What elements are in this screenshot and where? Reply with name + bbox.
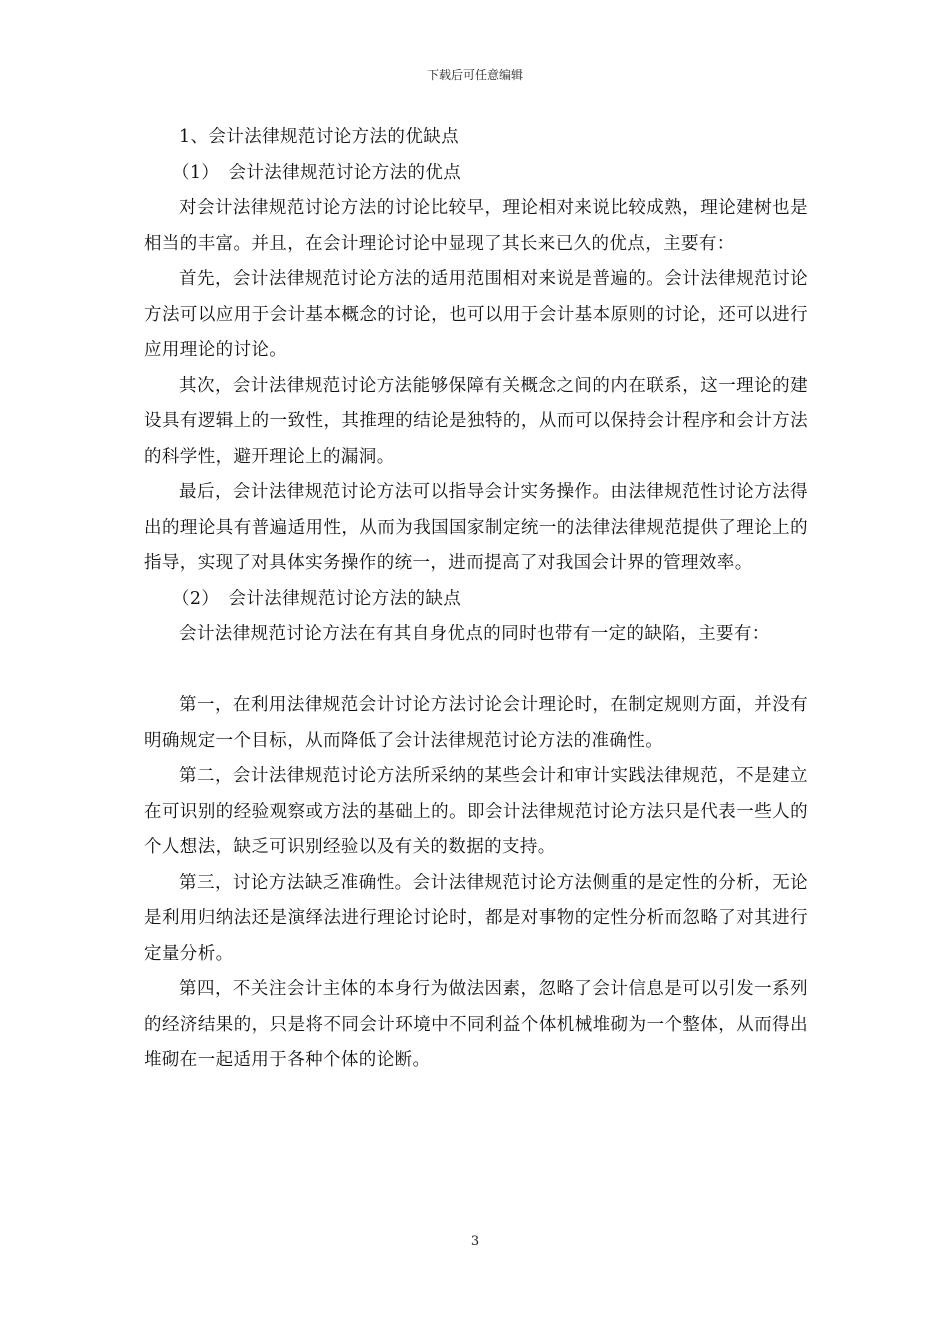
paragraph: 第三，讨论方法缺乏准确性。会计法律规范讨论方法侧重的是定性的分析，无论是利用归纳法还是演绎法进行理论讨论时，都是对事物的定性分析而忽略了对其进行定量分析。 — [144, 872, 808, 964]
subsection-title-disadvantages: （2） 会计法律规范讨论方法的缺点 — [172, 588, 462, 609]
section-title: 1、会计法律规范讨论方法的优缺点 — [179, 127, 460, 147]
paragraph: 第四，不关注会计主体的本身行为做法因素，忽略了会计信息是可以引发一系列的经济结果的，只是将不同会计环境中不同利益个体机械堆砌为一个整体，从而得出堆砌在一起适用于各种个体的论断。 — [144, 979, 808, 1070]
paragraph: 第一，在利用法律规范会计讨论方法讨论会计理论时，在制定规则方面，并没有明确规定一个目标，从而降低了会计法律规范讨论方法的准确性。 — [144, 695, 808, 751]
page-header: 下载后可任意编辑 — [426, 68, 523, 82]
paragraph: 首先，会计法律规范讨论方法的适用范围相对来说是普遍的。会计法律规范讨论方法可以应用于会计基本概念的讨论，也可以用于会计基本原则的讨论，还可以进行应用理论的讨论。 — [144, 269, 808, 360]
paragraph: 会计法律规范讨论方法在有其自身优点的同时也带有一定的缺陷，主要有： — [179, 624, 770, 644]
paragraph: 第二，会计法律规范讨论方法所采纳的某些会计和审计实践法律规范，不是建立在可识别的经验观察或方法的基础上的。即会计法律规范讨论方法只是代表一些人的个人想法，缺乏可识别经验以及有关的数据的支持。 — [144, 766, 808, 857]
blank-line — [144, 653, 808, 689]
document-body — [144, 120, 808, 1079]
paragraph: 对会计法律规范讨论方法的讨论比较早，理论相对来说比较成熟，理论建树也是相当的丰富。并且，在会计理论讨论中显现了其长来已久的优点，主要有： — [144, 198, 808, 254]
paragraph: 其次，会计法律规范讨论方法能够保障有关概念之间的内在联系，这一理论的建设具有逻辑上的一致性，其推理的结论是独特的，从而可以保持会计程序和会计方法的科学性，避开理论上的漏洞。 — [144, 375, 808, 467]
page-number: 3 — [470, 1234, 480, 1249]
paragraph: 最后，会计法律规范讨论方法可以指导会计实务操作。由法律规范性讨论方法得出的理论具有普遍适用性，从而为我国国家制定统一的法律法律规范提供了理论上的指导，实现了对具体实务操作的统一，进而提高了对我国会计界的管理效率。 — [144, 482, 808, 573]
subsection-title-advantages: （1） 会计法律规范讨论方法的优点 — [172, 162, 462, 183]
